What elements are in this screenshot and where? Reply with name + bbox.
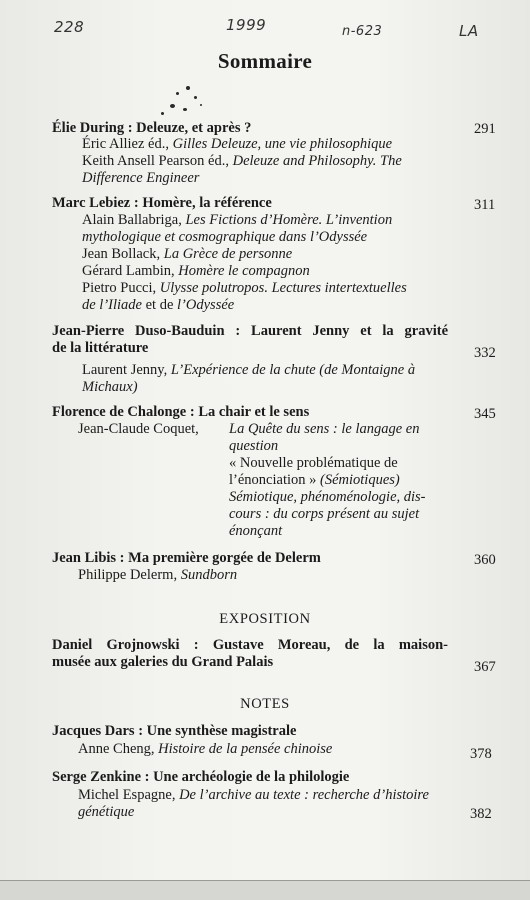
work-author: Keith Ansell Pearson éd., <box>82 153 233 169</box>
entry-work <box>78 787 429 804</box>
work-title-continued: Michaux) <box>82 379 138 395</box>
handwritten-page-number: 228 <box>54 18 85 36</box>
work-title: Deleuze and Philosophy. The <box>232 153 402 169</box>
work-title: Sundborn <box>180 567 238 583</box>
ink-speck <box>200 104 202 106</box>
work-title: Homère le compagnon <box>178 263 310 279</box>
entry-heading-continued: musée aux galeries du Grand Palais <box>52 654 274 670</box>
work-author: Gérard Lambin, <box>82 263 179 279</box>
work-title: Les Fictions d’Homère. L’invention <box>185 212 393 228</box>
work-author: Éric Alliez éd., <box>82 136 173 152</box>
work-title: L’Expérience de la chute (de Montaigne à <box>170 362 416 378</box>
entry-page-number: 367 <box>474 659 496 675</box>
entry-work <box>82 153 402 170</box>
work-title: La Grèce de personne <box>163 246 293 262</box>
entry-heading: Florence de Chalonge : La chair et le sens <box>52 404 310 420</box>
handwritten-initials: LA <box>459 22 479 40</box>
work-author: Laurent Jenny, <box>82 362 171 378</box>
work-title-part: (Sémiotiques) <box>320 472 400 488</box>
entry-work <box>78 567 237 584</box>
entry-heading: Jean-Pierre Duso-Bauduin : Laurent Jenny et la gravité <box>52 323 448 339</box>
work-author: Michel Espagne, <box>78 787 180 803</box>
work-title: Gilles Deleuze, une vie philosophique <box>172 136 393 152</box>
entry-page-number: 378 <box>470 746 492 762</box>
work-title-continued: « Nouvelle problématique de <box>229 455 398 471</box>
work-author: Pietro Pucci, <box>82 280 160 296</box>
entry-page-number: 360 <box>474 552 496 568</box>
page-title: Sommaire <box>217 49 313 73</box>
work-title-continued: énonçant <box>229 523 283 539</box>
work-title-continued: question <box>229 438 279 454</box>
ink-speck <box>183 108 187 111</box>
entry-page-number: 291 <box>474 121 496 137</box>
entry-heading: Marc Lebiez : Homère, la référence <box>52 195 272 211</box>
work-author: Philippe Delerm, <box>78 567 181 583</box>
section-heading: NOTES <box>240 696 290 712</box>
entry-work <box>82 136 392 153</box>
ink-speck <box>186 86 190 90</box>
work-author: Anne Cheng, <box>78 741 159 757</box>
work-title: La Quête du sens : le langage en <box>229 421 420 437</box>
work-author: Alain Ballabriga, <box>82 212 186 228</box>
entry-work <box>82 212 392 229</box>
work-title-continued <box>82 297 234 314</box>
work-title: Histoire de la pensée chinoise <box>158 741 333 757</box>
work-title-continued: cours : du corps présent au sujet <box>229 506 420 522</box>
work-title-continued: mythologique et cosmographique dans l’Odyssée <box>82 229 368 245</box>
entry-work <box>82 280 407 297</box>
work-author: Jean-Claude Coquet, <box>78 421 199 437</box>
entry-work <box>82 362 415 379</box>
entry-heading: Serge Zenkine : Une archéologie de la philologie <box>52 769 350 785</box>
ink-speck <box>161 112 164 115</box>
work-author: Jean Bollack, <box>82 246 164 262</box>
section-heading: EXPOSITION <box>219 611 311 627</box>
work-title-continued: Difference Engineer <box>82 170 200 186</box>
entry-page-number: 345 <box>474 406 496 422</box>
entry-page-number: 332 <box>474 345 496 361</box>
work-title-connector: et de <box>142 297 178 313</box>
work-title-part: de l’Iliade <box>82 297 142 313</box>
page-edge-shadow <box>0 881 530 900</box>
entry-page-number: 311 <box>474 197 496 213</box>
ink-speck <box>194 96 197 99</box>
entry-work <box>78 741 332 758</box>
handwritten-issue: n-623 <box>342 24 383 39</box>
work-title: Ulysse polutropos. Lectures intertextuelles <box>159 280 407 296</box>
work-title-continued: génétique <box>78 804 135 820</box>
entry-heading-continued: de la littérature <box>52 340 149 356</box>
work-title: De l’archive au texte : recherche d’histoire <box>179 787 429 803</box>
entry-heading: Jacques Dars : Une synthèse magistrale <box>52 723 297 739</box>
work-title-part: l’Odyssée <box>177 297 235 313</box>
handwritten-year: 1999 <box>226 16 267 34</box>
entry-page-number: 382 <box>470 806 492 822</box>
work-title-continued <box>229 472 400 489</box>
work-title-continued: Sémiotique, phénoménologie, dis- <box>229 489 426 505</box>
work-title-part: l’énonciation » <box>229 472 321 488</box>
ink-speck <box>170 104 175 108</box>
entry-work <box>82 246 292 263</box>
ink-speck <box>176 92 179 95</box>
entry-heading: Daniel Grojnowski : Gustave Moreau, de la maison- <box>52 637 448 653</box>
entry-heading: Jean Libis : Ma première gorgée de Delerm <box>52 550 321 566</box>
entry-work <box>82 263 310 280</box>
entry-heading: Élie During : Deleuze, et après ? <box>52 120 252 136</box>
